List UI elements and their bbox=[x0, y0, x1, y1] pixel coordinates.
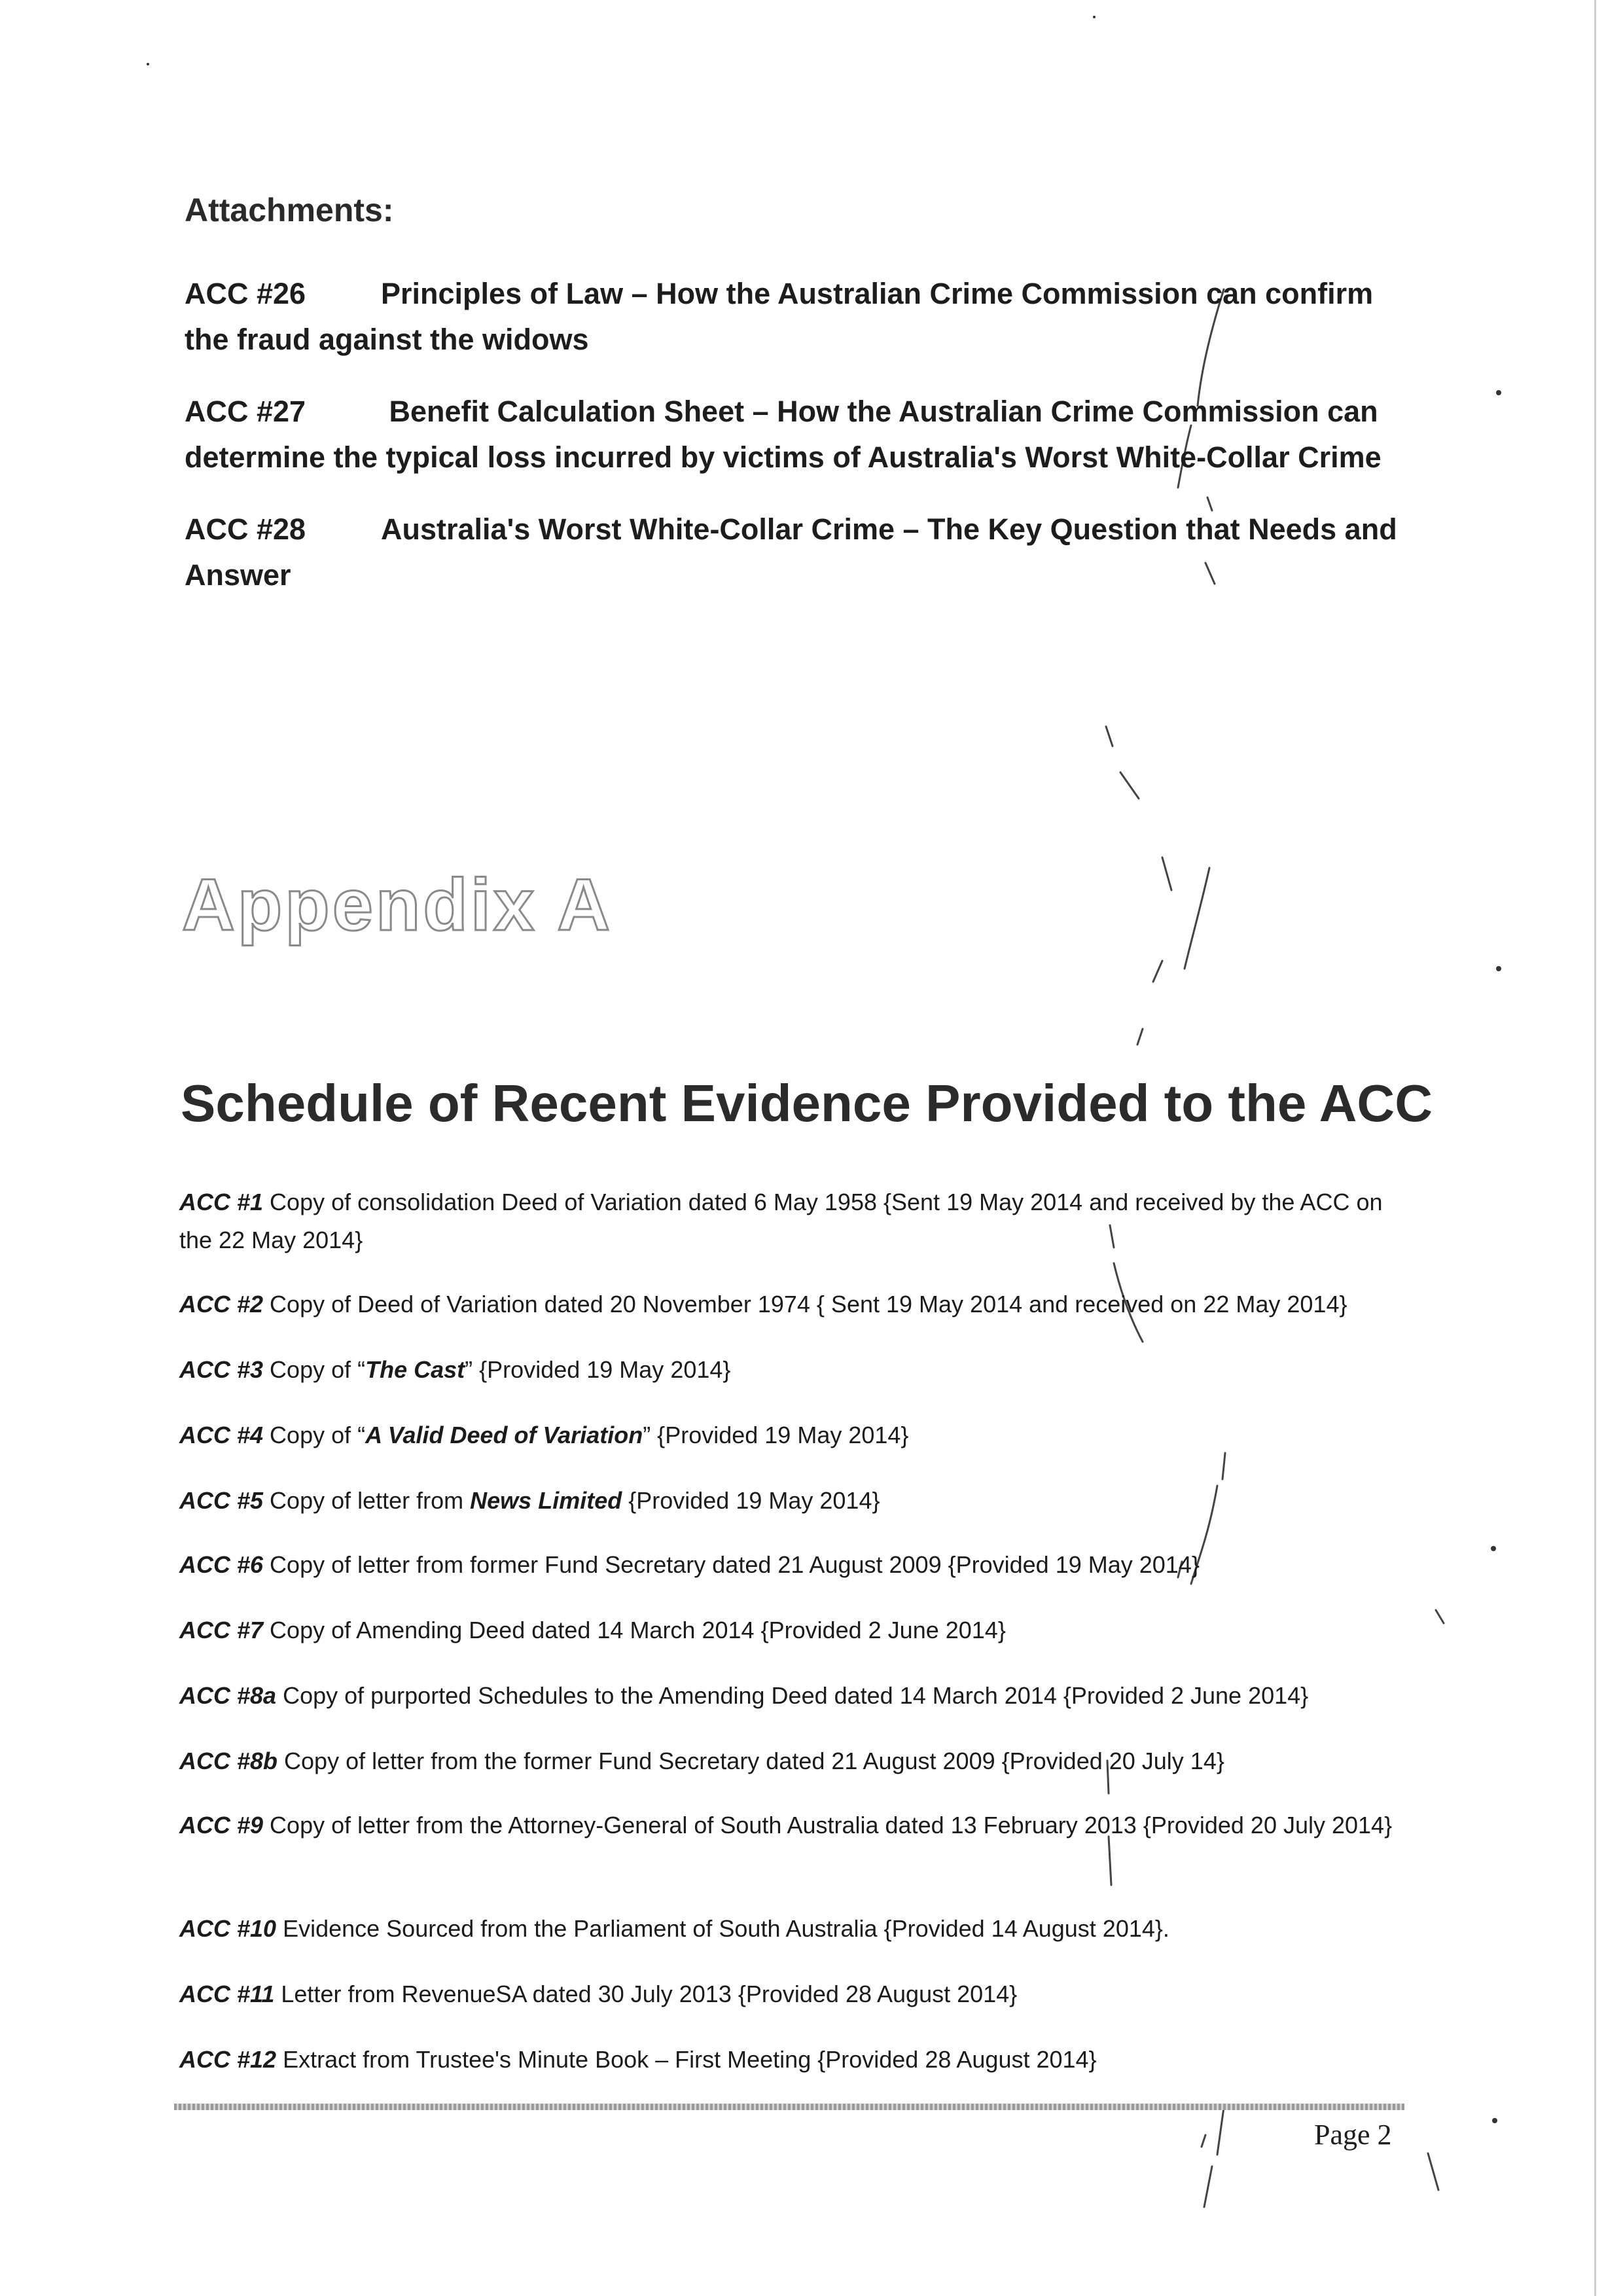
evidence-text: Evidence Sourced from the Parliament of South Australia {Provided 14 August 2014}. bbox=[276, 1915, 1169, 1942]
evidence-code: ACC #9 bbox=[179, 1812, 264, 1839]
evidence-text: Copy of letter from the former Fund Secretary dated 21 August 2009 {Provided 20 July 14} bbox=[277, 1748, 1224, 1774]
evidence-item bbox=[179, 1611, 1410, 1649]
evidence-item bbox=[179, 1183, 1410, 1259]
evidence-code: ACC #7 bbox=[179, 1617, 264, 1643]
evidence-emphasis: News Limited bbox=[470, 1487, 622, 1514]
evidence-emphasis: A Valid Deed of Variation bbox=[365, 1422, 643, 1448]
evidence-item bbox=[179, 2041, 1410, 2079]
evidence-code: ACC #3 bbox=[179, 1356, 264, 1383]
appendix-title: Appendix A bbox=[182, 864, 613, 946]
attachment-text: Australia's Worst White-Collar Crime – The Key Question that Needs and Answer bbox=[185, 512, 1397, 592]
evidence-item bbox=[179, 1546, 1410, 1584]
evidence-code: ACC #5 bbox=[179, 1487, 264, 1514]
page-number: Page 2 bbox=[1314, 2119, 1392, 2151]
evidence-text: Letter from RevenueSA dated 30 July 2013 {Provided 28 August 2014} bbox=[274, 1981, 1018, 2007]
evidence-item bbox=[179, 1975, 1410, 2013]
evidence-code: ACC #2 bbox=[179, 1291, 264, 1318]
attachment-code: ACC #26 bbox=[185, 277, 306, 310]
schedule-title: Schedule of Recent Evidence Provided to the ACC bbox=[181, 1074, 1433, 1132]
evidence-text: Copy of “ bbox=[263, 1422, 366, 1448]
attachment-text: Benefit Calculation Sheet – How the Australian Crime Commission can determine the typical loss incurred by victims of Australia's Worst White-Collar Crime bbox=[185, 395, 1382, 474]
evidence-text: Copy of purported Schedules to the Amending Deed dated 14 March 2014 {Provided 2 June 2014} bbox=[276, 1682, 1309, 1709]
evidence-code: ACC #8b bbox=[179, 1748, 278, 1774]
evidence-code: ACC #1 bbox=[179, 1189, 264, 1215]
attachment-text: Principles of Law – How the Australian Crime Commission can confirm the fraud against the widows bbox=[185, 277, 1374, 356]
evidence-item bbox=[179, 1677, 1410, 1715]
evidence-code: ACC #8a bbox=[179, 1682, 277, 1709]
evidence-item bbox=[179, 1806, 1410, 1844]
evidence-text-tail: {Provided 19 May 2014} bbox=[622, 1487, 880, 1514]
evidence-text-tail: ” {Provided 19 May 2014} bbox=[643, 1422, 909, 1448]
evidence-code: ACC #6 bbox=[179, 1551, 264, 1578]
attachments-heading: Attachments: bbox=[185, 192, 394, 228]
attachment-code: ACC #27 bbox=[185, 395, 306, 428]
evidence-emphasis: The Cast bbox=[365, 1356, 465, 1383]
evidence-text: Copy of letter from former Fund Secretary dated 21 August 2009 {Provided 19 May 2014} bbox=[263, 1551, 1200, 1578]
evidence-text: Copy of letter from the Attorney-General of South Australia dated 13 February 2013 {Provided 20 July 2014} bbox=[263, 1812, 1393, 1839]
evidence-text: Copy of Amending Deed dated 14 March 2014 {Provided 2 June 2014} bbox=[263, 1617, 1006, 1643]
evidence-code: ACC #11 bbox=[179, 1981, 275, 2007]
attachment-entry bbox=[185, 507, 1402, 598]
evidence-text: Copy of Deed of Variation dated 20 November 1974 { Sent 19 May 2014 and received on 22 May 2014} bbox=[263, 1291, 1347, 1318]
evidence-item bbox=[179, 1742, 1410, 1780]
evidence-item bbox=[179, 1416, 1410, 1454]
evidence-text: Extract from Trustee's Minute Book – First Meeting {Provided 28 August 2014} bbox=[276, 2046, 1097, 2073]
evidence-code: ACC #4 bbox=[179, 1422, 264, 1448]
attachment-code: ACC #28 bbox=[185, 512, 306, 546]
attachment-entry bbox=[185, 271, 1402, 363]
evidence-item bbox=[179, 1482, 1410, 1520]
evidence-text: Copy of “ bbox=[263, 1356, 366, 1383]
evidence-text: Copy of letter from bbox=[263, 1487, 471, 1514]
evidence-text: Copy of consolidation Deed of Variation dated 6 May 1958 {Sent 19 May 2014 and received by the ACC on the 22 May 2014} bbox=[179, 1189, 1383, 1253]
evidence-code: ACC #10 bbox=[179, 1915, 277, 1942]
evidence-item bbox=[179, 1351, 1410, 1389]
evidence-item bbox=[179, 1910, 1410, 1948]
evidence-code: ACC #12 bbox=[179, 2046, 277, 2073]
footer-rule bbox=[174, 2104, 1404, 2110]
evidence-text-tail: ” {Provided 19 May 2014} bbox=[465, 1356, 731, 1383]
attachment-entry bbox=[185, 389, 1402, 480]
evidence-item bbox=[179, 1285, 1410, 1323]
